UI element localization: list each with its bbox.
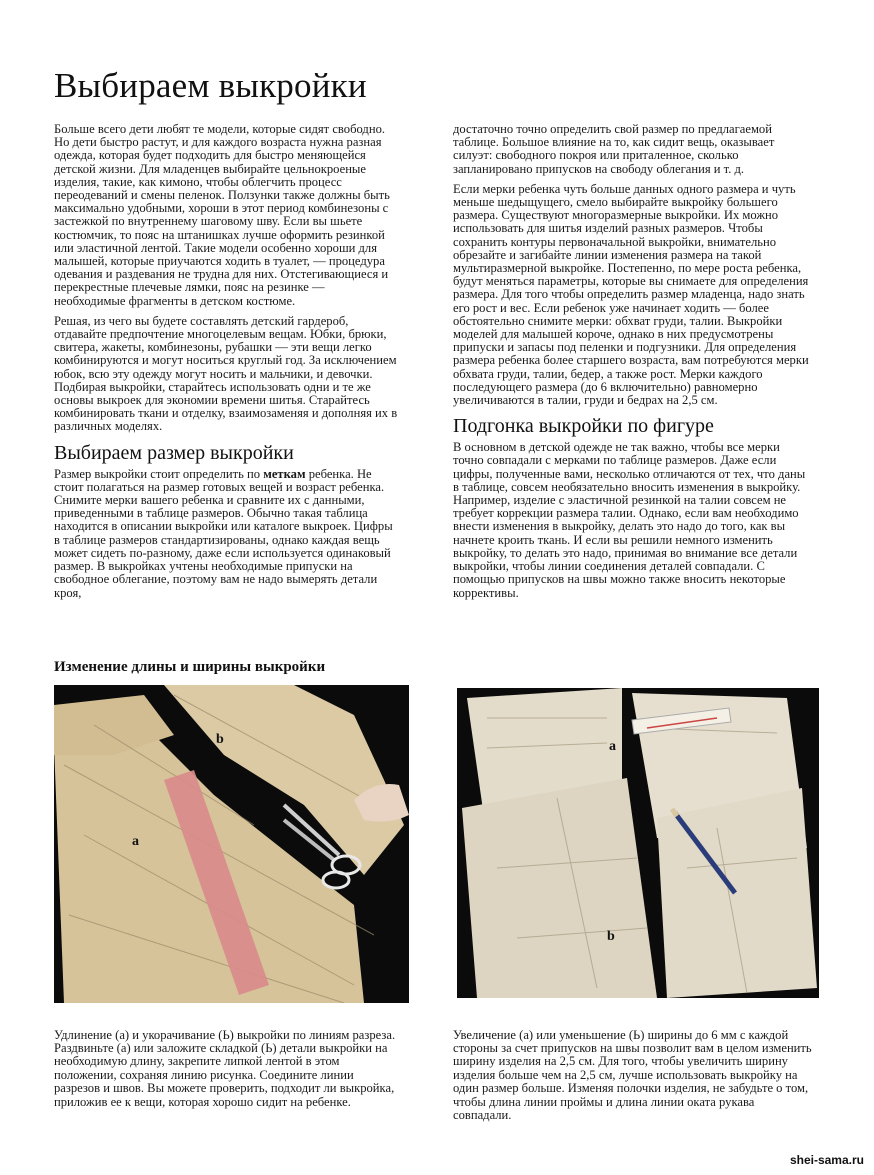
page-title: Выбираем выкройки [54, 66, 367, 105]
label-b-left: b [216, 732, 224, 747]
intro-paragraph-1: Больше всего дети любят те модели, которые сидят свободно. Но дети быстро растут, и для каждого возраста нужна разная одежда, которая будет подходить для быстро меняющейся детской жизни. Для младенцев выбирайте цельнокроеные изделия, такие, как кимоно, чтобы облегчить процесс переодеваний и смены пеленок. Ползунки также должны быть максимально удобными, хороши в этот период комбинезоны с застежкой по внутреннему шаговому шву. Если вы шьете костюмчик, то пояс на штанишках лучше оформить резинкой или эластичной лентой. Такие модели особенно хороши для малышей, которые приучаются ходить в туалет, — процедура одевания и раздевания не трудна для них. Отстегивающиеся и перекрестные плечевые лямки, пояс на резинке — необходимые фрагменты в детском костюме. [54, 122, 390, 308]
left-column [54, 123, 399, 607]
label-b-right: b [607, 929, 615, 944]
multisize-paragraph: Если мерки ребенка чуть больше данных одного размера и чуть меньше шедыщущего, смело выбирайте выкройку большего размера. Существуют многоразмерные выкройки. Их можно использовать для шитья изделий разных размеров. Чтобы сохранить контуры первоначальной выкройки, внимательно обрезайте и загибайте линии изменения размера на такой мультиразмерной выкройке. Постепенно, по мере роста ребенка, будут меняться параметры, которые вы снимаете для определения размера. Для того чтобы определить размер младенца, надо знать его рост и вес. Если ребенок уже начинает ходить — более обстоятельно снимите мерки: обхват груди, талии. Выкройки моделей для малышей короче, однако в них предусмотрены припуски и запасы под пеленки и подгузники. Для определения размера ребенка более старшего возраста, вам потребуются мерки обхвата груди, талии, бедер, а также рост. Мерки каждого последующего размера (до 6 включительно) равномерно увеличиваются в талии, груди и бедрах на 2,5 см. [453, 181, 809, 408]
size-text-part-2: ребенка. Не стоит полагаться на размер готовых вещей и возраст ребенка. Снимите мерки вашего ребенка и сравните их с данными, приведенными в таблице размеров. Обычно такая таблица находится в описании выкройки или каталоге выкроек. Цифры в таблице размеров стандартизированы, однако каждая вещь может сидеть по-разному, даже если используется одинаковый размер. В выкройках учтены необходимые припуски на свободное облегание, поэтому вам не надо вымерять детали кроя, [54, 466, 393, 600]
continuation-paragraph: достаточно точно определить свой размер по предлагаемой таблице. Большое влияние на то, как сидит вещь, оказывает силуэт: свободного покроя или приталенное, сколько запланировано припусков на свободу облегания и т. д. [453, 122, 775, 176]
size-paragraph [54, 468, 399, 600]
pattern-illustration-left [54, 685, 409, 1003]
caption-left: Удлинение (а) и укорачивание (Ь) выкройки по линиям разреза. Раздвиньте (а) или заложите складкой (Ь) детали выкройки на необходимую длину, закрепите липкой лентой в этом положении, сохраняя линию рисунка. Соедините линии разрезов и швов. Вы можете проверить, подходит ли выкройка, приложив ее к вещи, которая хорошо сидит на ребенке. [54, 1027, 396, 1109]
pattern-illustration-right [457, 688, 819, 998]
label-a-right: a [609, 739, 616, 754]
photo-lengthen-pattern [54, 685, 409, 1003]
right-column [453, 123, 811, 607]
label-a-left: a [132, 834, 139, 849]
size-text-part-1: Размер выкройки стоит определить по [54, 466, 264, 481]
fit-heading: Подгонка выкройки по фигуре [453, 415, 714, 438]
caption-right: Увеличение (а) или уменьшение (Ь) ширины до 6 мм с каждой стороны за счет припусков на швы позволит вам в целом изменить ширину изделия на 2,5 см. Для того, чтобы увеличить ширину изделия больше чем на 2,5 см, лучше использовать выкройку на один размер больше. Изменяя полочки изделия, не забудьте о том, чтобы длина линии проймы и длина линии оката рукава совпадали. [453, 1027, 812, 1123]
photo-width-pattern [457, 688, 819, 998]
size-text-bold: меткам [263, 466, 306, 481]
size-heading: Выбираем размер выкройки [54, 441, 294, 464]
site-watermark: shei-sama.ru [789, 1153, 864, 1167]
intro-paragraph-2: Решая, из чего вы будете составлять детский гардероб, отдавайте предпочтение многоцелевым вещам. Юбки, брюки, свитера, жакеты, комбинезоны, рубашки — эти вещи легко комбинируются и могут носиться круглый год. За исключением юбок, всю эту одежду могут носить и мальчики, и девочки. Подбирая выкройки, старайтесь использовать одни и те же основы выкроек для экономии времени шитья. Старайтесь комбинировать ткани и отделку, взаимозаменяя и дополняя их в различных моделях. [54, 313, 398, 434]
figures-heading: Изменение длины и ширины выкройки [54, 659, 326, 675]
fit-paragraph: В основном в детской одежде не так важно, чтобы все мерки точно совпадали с мерками по таблице размеров. Даже если цифры, полученные вами, несколько отличаются от тех, что даны в таблице, совсем необязательно вносить изменения в выкройку. Например, изделие с эластичной резинкой на талии совсем не требует коррекции размера талии. Однако, если вам необходимо внести изменения в выкройку, делать это надо до того, как вы начнете кроить ткань. И если вы решили немного изменить выкройку, то делать это надо, принимая во внимание все детали выкройки, чтобы линии соединения деталей совпадали. С помощью припусков на швы можно также вносить некоторые коррективы. [453, 440, 806, 600]
